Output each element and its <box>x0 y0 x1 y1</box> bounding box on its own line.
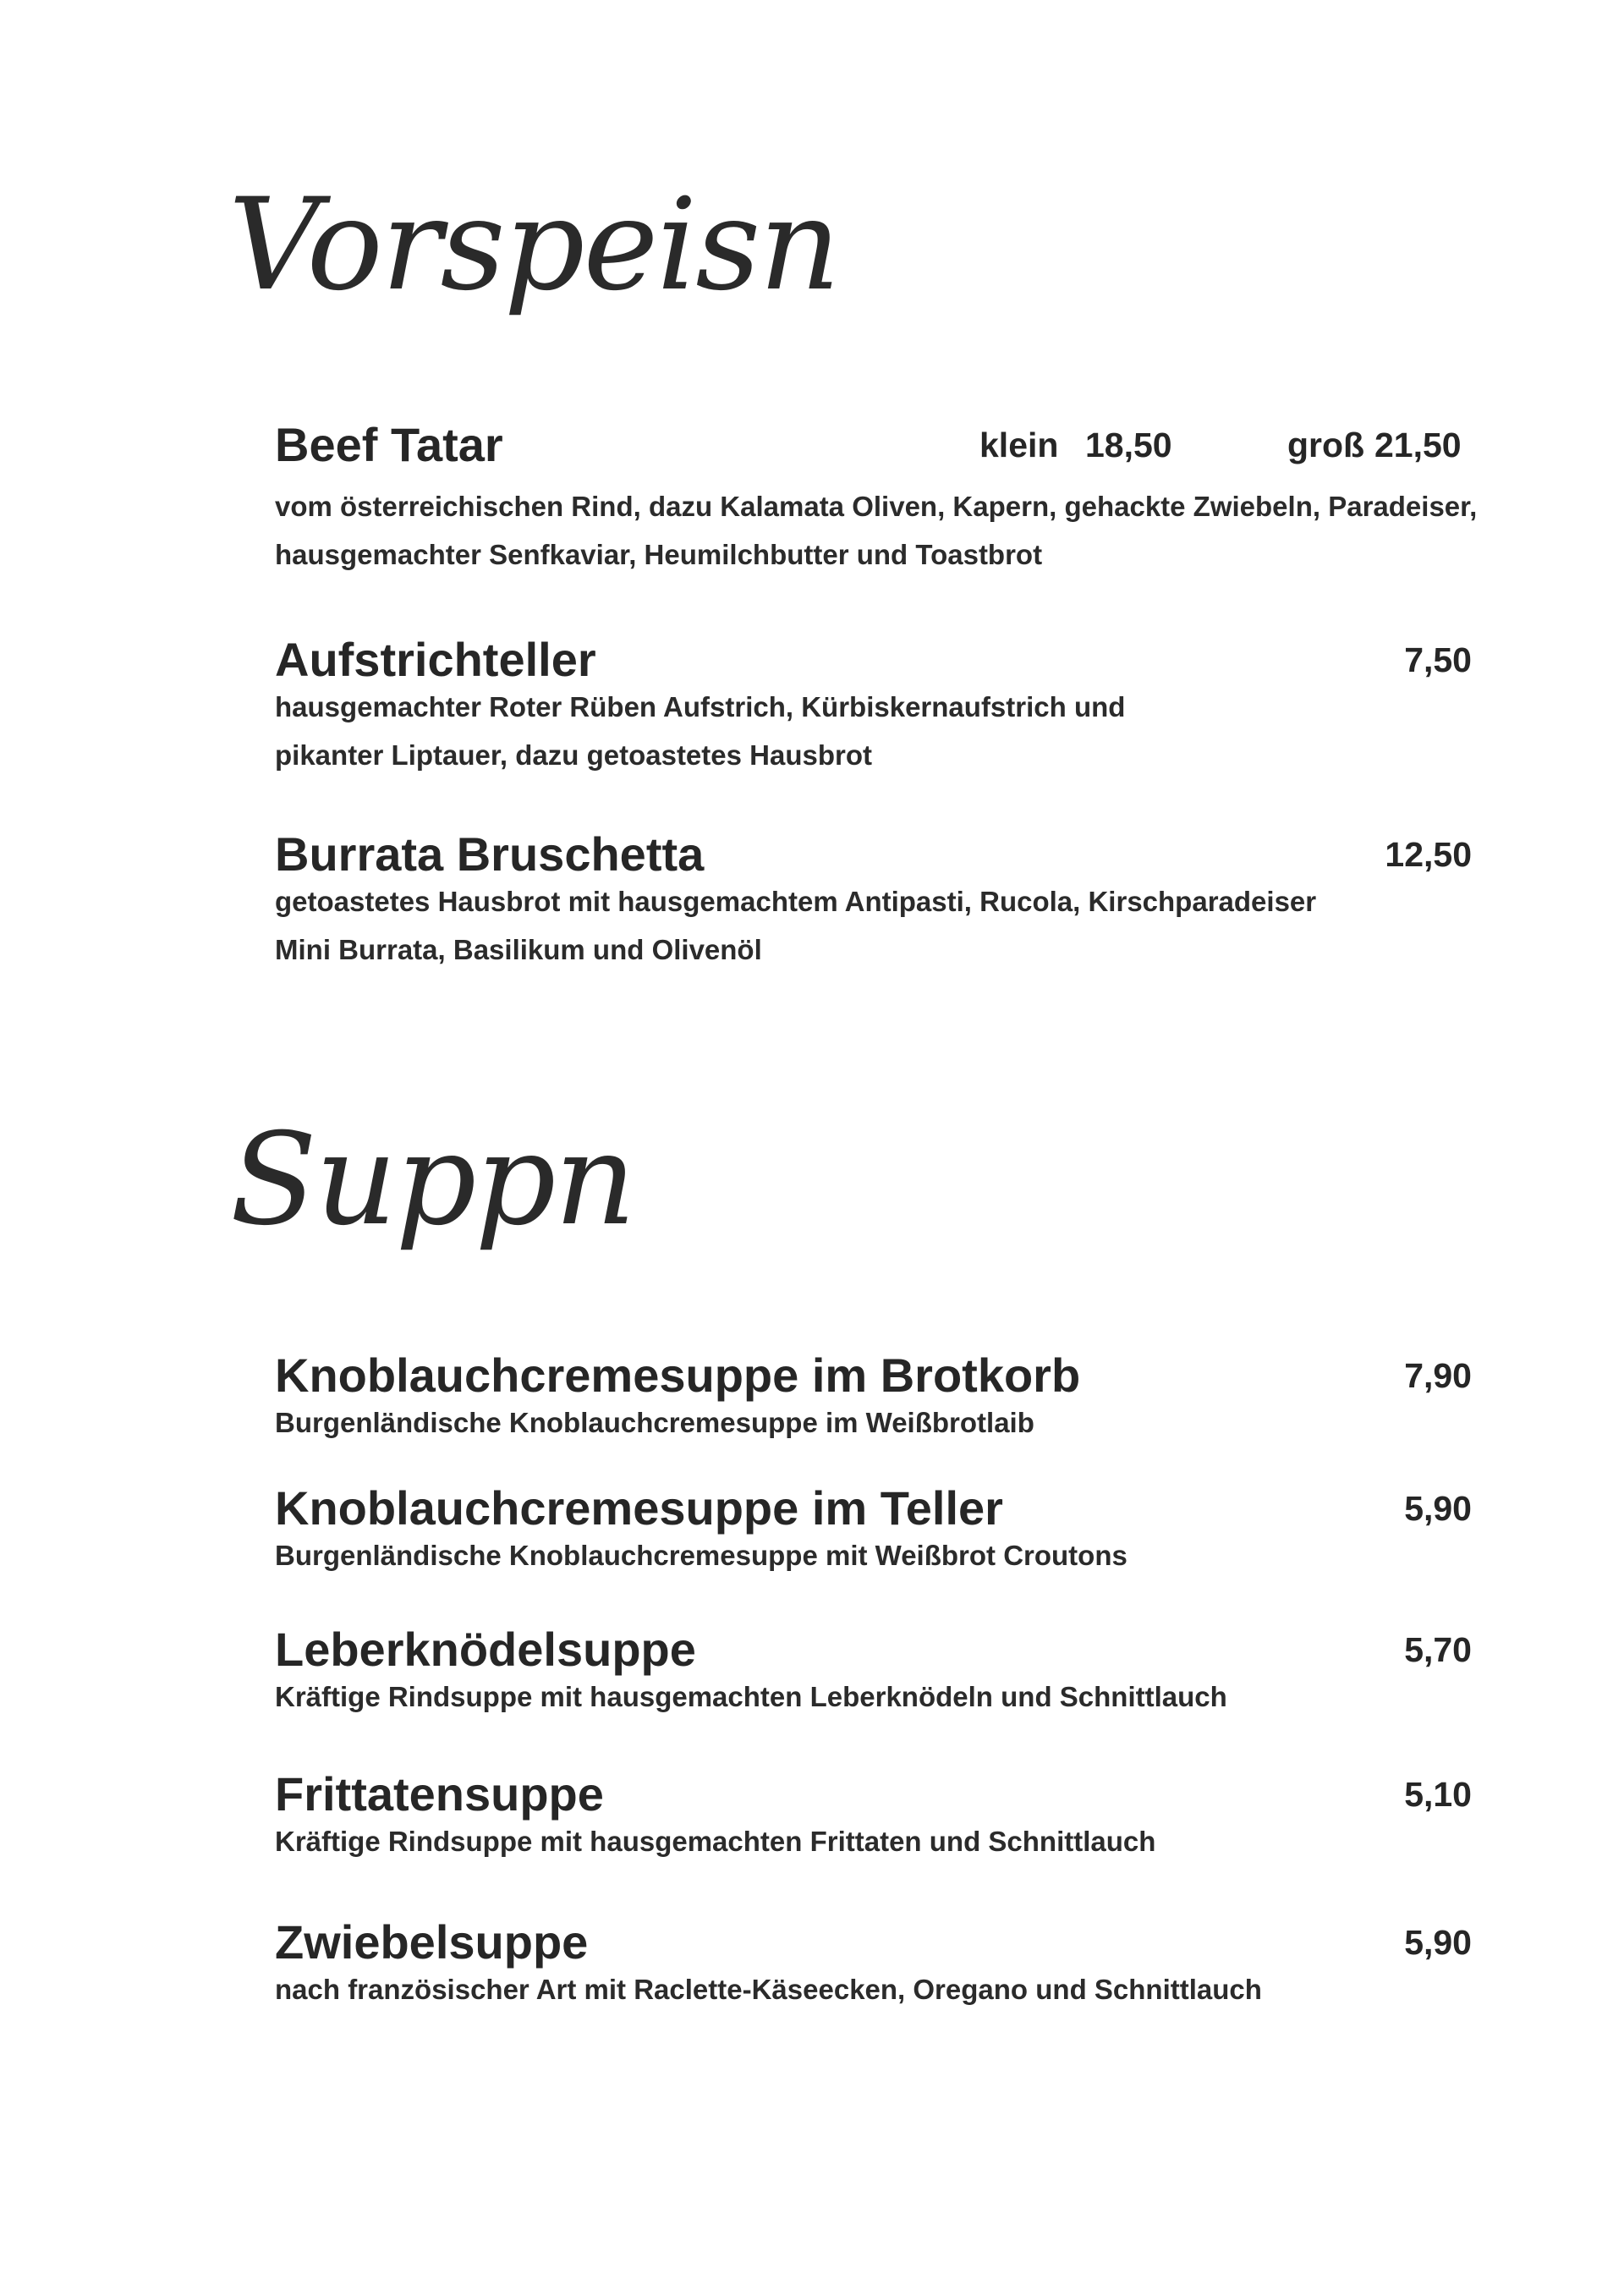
item-price: 5,10 <box>1404 1775 1472 1814</box>
item-price: 5,90 <box>1404 1923 1472 1962</box>
size-label-large: groß <box>1287 426 1365 464</box>
item-name: Burrata Bruschetta <box>275 827 705 881</box>
size-label-small: klein <box>979 426 1059 464</box>
menu-item-knoblauchcremesuppe-teller <box>275 1481 1472 1578</box>
item-description: Kräftige Rindsuppe mit hausgemachten Leberknödeln und Schnittlauch <box>275 1681 1227 1712</box>
item-price: 7,50 <box>1404 640 1472 679</box>
size-price-small: 18,50 <box>1085 426 1172 464</box>
size-price-large: 21,50 <box>1374 426 1462 464</box>
item-price: 7,90 <box>1404 1356 1472 1395</box>
item-description: hausgemachter Senfkaviar, Heumilchbutter und Toastbrot <box>275 539 1043 570</box>
item-description: nach französischer Art mit Raclette-Käseecken, Oregano und Schnittlauch <box>275 1974 1262 2005</box>
menu-item-beef-tatar <box>275 418 1478 582</box>
item-description: vom österreichischen Rind, dazu Kalamata Oliven, Kapern, gehackte Zwiebeln, Paradeiser, <box>275 491 1478 522</box>
item-name: Beef Tatar <box>275 418 503 471</box>
item-description: pikanter Liptauer, dazu getoastetes Hausbrot <box>275 739 872 771</box>
menu-item-aufstrichteller <box>275 633 1472 780</box>
menu-item-zwiebelsuppe <box>275 1915 1472 2012</box>
item-name: Aufstrichteller <box>275 633 596 686</box>
soups-heading: Suppn <box>230 1107 635 1254</box>
item-price: 12,50 <box>1385 835 1472 874</box>
item-description: Burgenländische Knoblauchcremesuppe im Weißbrotlaib <box>275 1407 1034 1438</box>
item-name: Knoblauchcremesuppe im Brotkorb <box>275 1348 1081 1402</box>
item-price: 5,70 <box>1404 1630 1472 1669</box>
item-name: Zwiebelsuppe <box>275 1915 589 1969</box>
item-price: 5,90 <box>1404 1489 1472 1528</box>
item-description: Burgenländische Knoblauchcremesuppe mit Weißbrot Croutons <box>275 1540 1127 1571</box>
menu-item-leberknoedelsuppe <box>275 1623 1472 1719</box>
menu-item-frittatensuppe <box>275 1767 1472 1864</box>
item-description: getoastetes Hausbrot mit hausgemachtem Antipasti, Rucola, Kirschparadeiser <box>275 886 1317 917</box>
item-description: Mini Burrata, Basilikum und Olivenöl <box>275 934 762 965</box>
item-description: hausgemachter Roter Rüben Aufstrich, Kürbiskernaufstrich und <box>275 691 1126 722</box>
item-name: Frittatensuppe <box>275 1767 604 1821</box>
menu-item-knoblauchcremesuppe-brotkorb <box>275 1348 1472 1445</box>
menu-item-burrata-bruschetta <box>275 827 1472 975</box>
item-description: Kräftige Rindsuppe mit hausgemachten Frittaten und Schnittlauch <box>275 1826 1156 1857</box>
item-name: Leberknödelsuppe <box>275 1623 696 1676</box>
item-name: Knoblauchcremesuppe im Teller <box>275 1481 1003 1535</box>
starters-heading: Vorspeisn <box>228 172 839 319</box>
